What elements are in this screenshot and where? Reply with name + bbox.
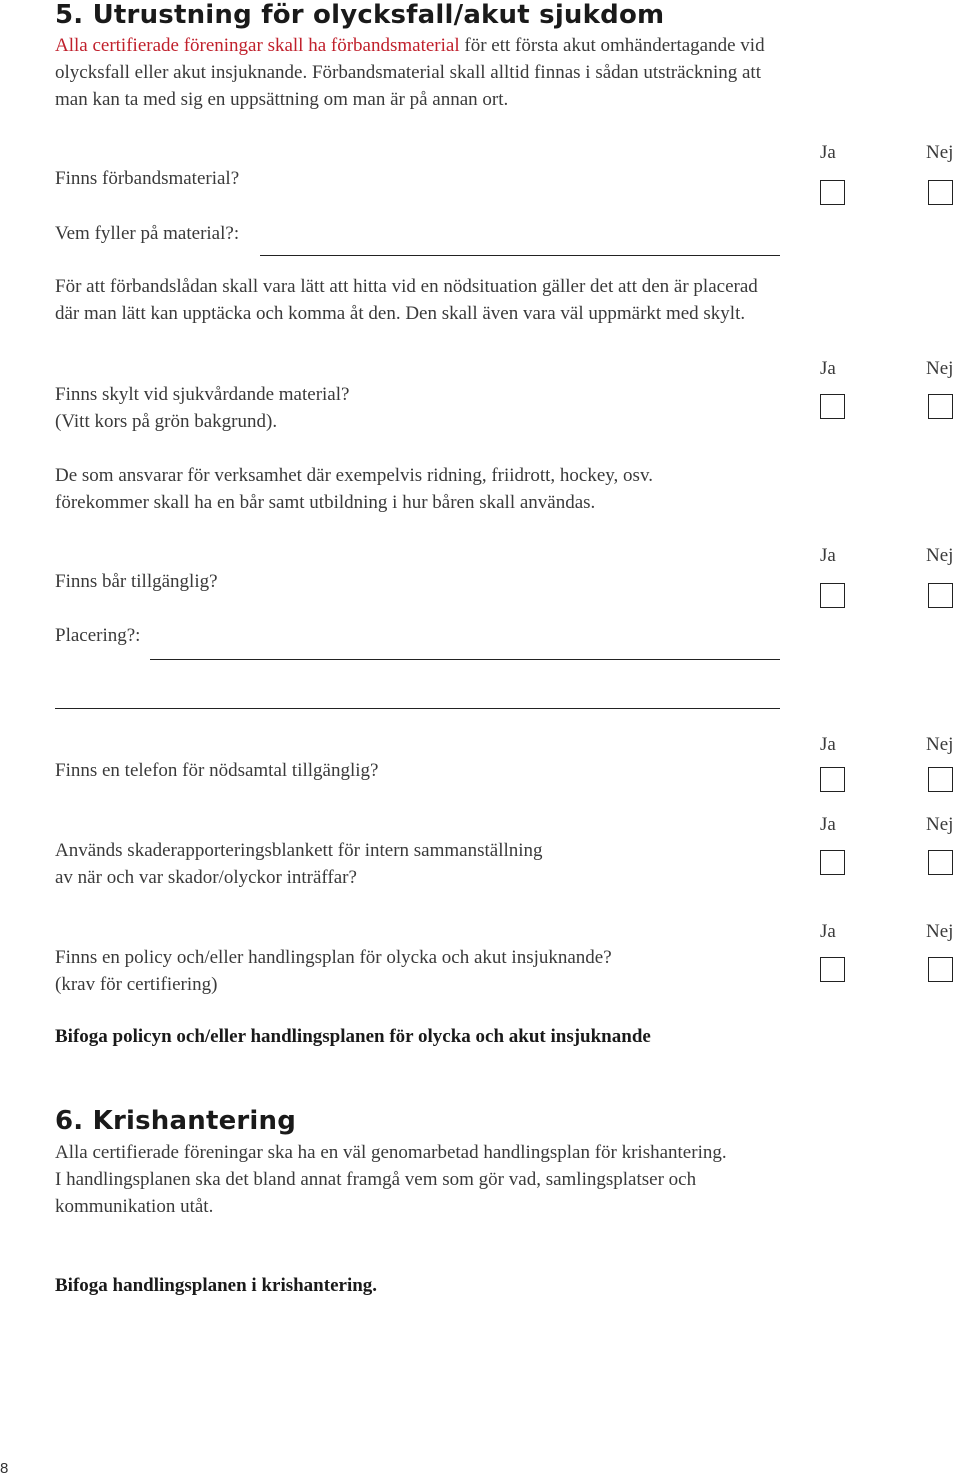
para2-line-2: där man lätt kan upptäcka och komma åt den. Den skall även vara väl uppmärkt med skylt.: [55, 303, 746, 324]
no-label: Nej: [926, 142, 954, 163]
placering-answer-line-2[interactable]: [55, 708, 780, 709]
yes-label: Ja: [820, 142, 836, 163]
yes-label: Ja: [820, 734, 836, 755]
forbandsmaterial-yes-checkbox[interactable]: [820, 180, 845, 205]
para3-line-1: De som ansvarar för verksamhet där exempelvis ridning, friidrott, hockey, osv.: [55, 465, 653, 486]
question-blankett: Används skaderapporteringsblankett för intern sammanställning: [55, 840, 543, 861]
bifoga-policy-instruction: Bifoga policyn och/eller handlingsplanen för olycka och akut insjuknande: [55, 1026, 651, 1047]
section-6-line-2: I handlingsplanen ska det bland annat framgå vem som gör vad, samlingsplatser och: [55, 1169, 697, 1190]
question-telefon: Finns en telefon för nödsamtal tillgänglig?: [55, 760, 379, 781]
policy-yes-checkbox[interactable]: [820, 957, 845, 982]
bar-paragraph: [55, 462, 875, 516]
section-5-title: 5. Utrustning för olycksfall/akut sjukdom: [55, 0, 665, 30]
yes-label: Ja: [820, 921, 836, 942]
blankett-yes-checkbox[interactable]: [820, 850, 845, 875]
bifoga-krishantering-instruction: Bifoga handlingsplanen i krishantering.: [55, 1275, 378, 1296]
no-label: Nej: [926, 358, 954, 379]
section-6-text: [55, 1139, 875, 1220]
yes-label: Ja: [820, 814, 836, 835]
para2-line-1: För att förbandslådan skall vara lätt att hitta vid en nödsituation gäller det att den är placerad: [55, 276, 758, 297]
section-6-title: 6. Krishantering: [55, 1106, 297, 1136]
question-skylt: Finns skylt vid sjukvårdande material?: [55, 384, 350, 405]
intro-line-2: olycksfall eller akut insjuknande. Förbandsmaterial skall alltid finnas i sådan utsträckning att: [55, 62, 761, 83]
policy-no-checkbox[interactable]: [928, 957, 953, 982]
bar-no-checkbox[interactable]: [928, 583, 953, 608]
telefon-yes-checkbox[interactable]: [820, 767, 845, 792]
no-label: Nej: [926, 921, 954, 942]
question-blankett-line-2: av när och var skador/olyckor inträffar?: [55, 867, 357, 888]
yes-label: Ja: [820, 358, 836, 379]
question-vem-fyller: Vem fyller på material?:: [55, 223, 240, 244]
question-placering: Placering?:: [55, 625, 141, 646]
intro-line-3: man kan ta med sig en uppsättning om man är på annan ort.: [55, 89, 509, 110]
page-number: 8: [0, 1460, 9, 1477]
blankett-no-checkbox[interactable]: [928, 850, 953, 875]
section-5-intro: [55, 32, 875, 113]
section-6-line-3: kommunikation utåt.: [55, 1196, 214, 1217]
forbandsmaterial-no-checkbox[interactable]: [928, 180, 953, 205]
vem-fyller-answer-line[interactable]: [260, 255, 780, 256]
question-skylt-note: (Vitt kors på grön bakgrund).: [55, 411, 278, 432]
question-policy-note: (krav för certifiering): [55, 974, 218, 995]
question-forbandsmaterial: Finns förbandsmaterial?: [55, 168, 240, 189]
skylt-yes-checkbox[interactable]: [820, 394, 845, 419]
intro-line-1: för ett första akut omhändertagande vid: [459, 35, 765, 56]
forbandslada-paragraph: [55, 273, 875, 327]
question-bar: Finns bår tillgänglig?: [55, 571, 218, 592]
placering-answer-line[interactable]: [150, 659, 780, 660]
no-label: Nej: [926, 814, 954, 835]
telefon-no-checkbox[interactable]: [928, 767, 953, 792]
yes-label: Ja: [820, 545, 836, 566]
no-label: Nej: [926, 545, 954, 566]
intro-highlight: Alla certifierade föreningar skall ha förbandsmaterial: [55, 35, 460, 56]
bar-yes-checkbox[interactable]: [820, 583, 845, 608]
section-6-line-1: Alla certifierade föreningar ska ha en väl genomarbetad handlingsplan för krishantering.: [55, 1142, 727, 1163]
no-label: Nej: [926, 734, 954, 755]
question-policy: Finns en policy och/eller handlingsplan för olycka och akut insjuknande?: [55, 947, 612, 968]
para3-line-2: förekommer skall ha en bår samt utbildning i hur båren skall användas.: [55, 492, 596, 513]
skylt-no-checkbox[interactable]: [928, 394, 953, 419]
